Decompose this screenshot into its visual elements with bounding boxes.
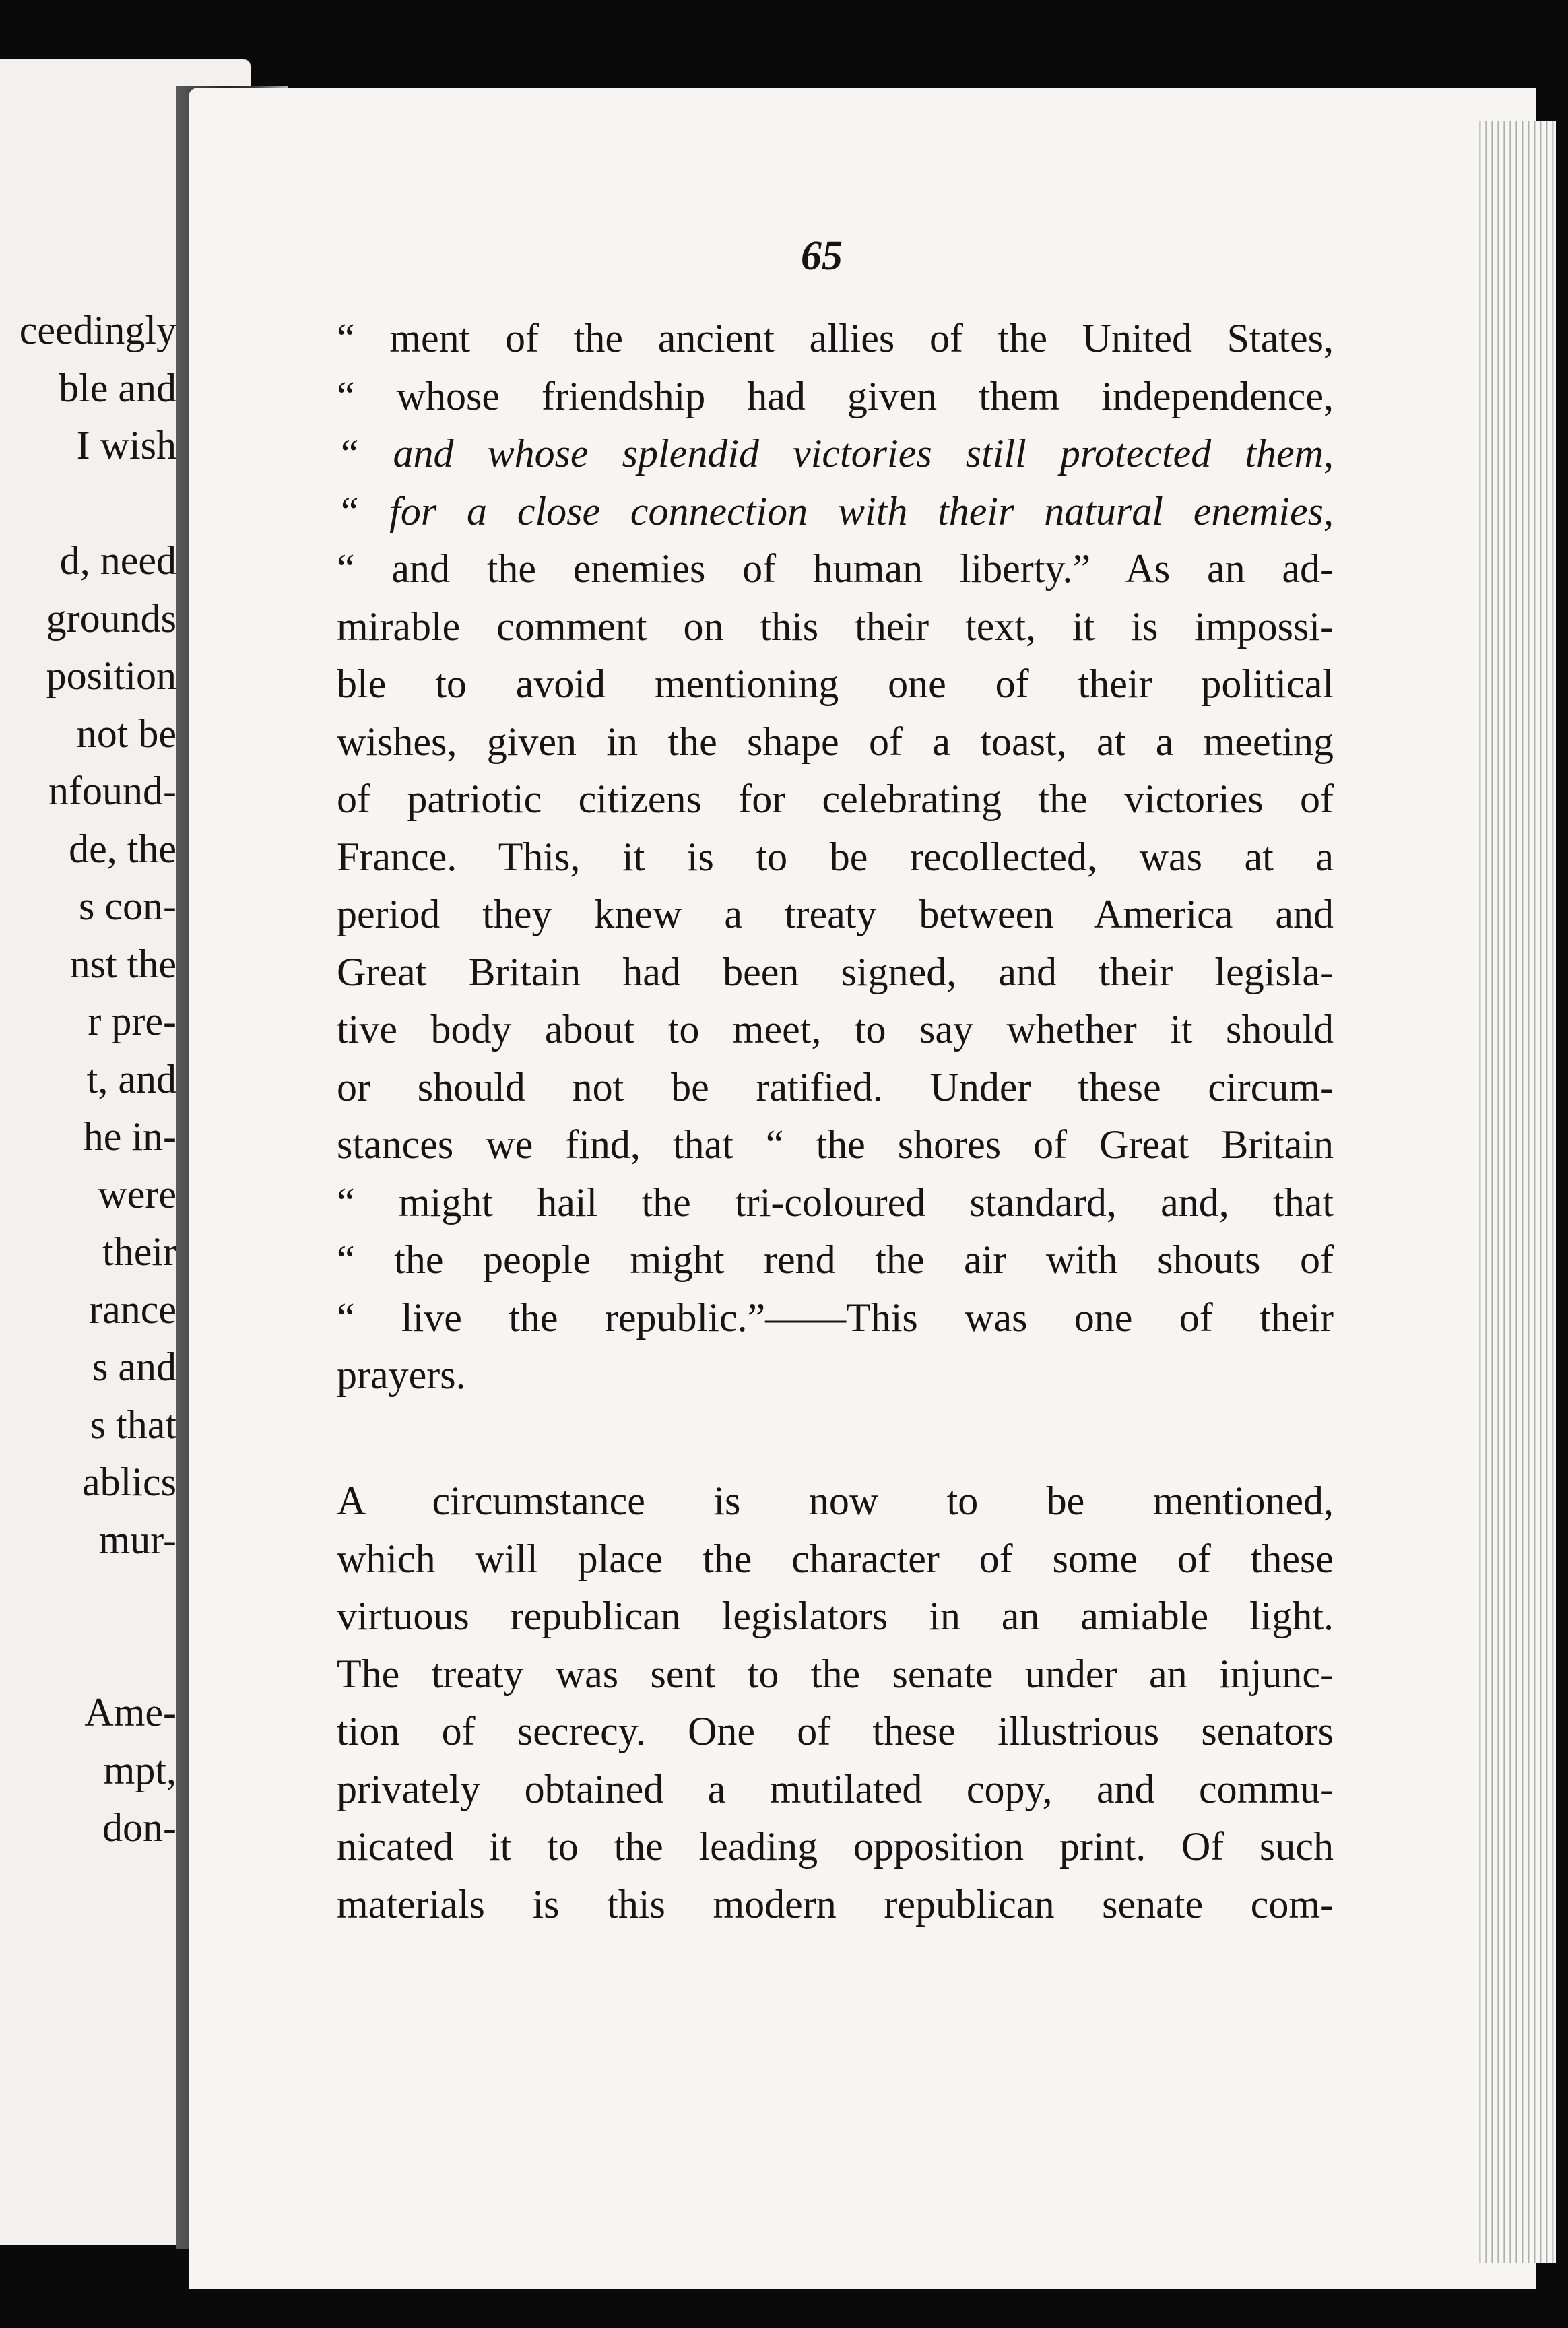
text-line: nicated it to the leading opposition print. Of such bbox=[337, 1824, 1334, 1869]
text-line: mirable comment on this their text, it is impossi- bbox=[337, 604, 1334, 649]
left-line: their bbox=[102, 1229, 176, 1274]
left-line: nfound- bbox=[48, 769, 176, 813]
text-line: “ the people might rend the air with shouts of bbox=[337, 1237, 1334, 1282]
text-line: “ and the enemies of human liberty.” As an ad- bbox=[337, 546, 1334, 591]
text-line: “ and whose splendid victories still protected them, bbox=[337, 431, 1334, 476]
left-line: I wish bbox=[76, 423, 176, 467]
text-line: materials is this modern republican senate com- bbox=[337, 1881, 1334, 1927]
left-line: ble and bbox=[59, 365, 176, 410]
left-line: mpt, bbox=[103, 1747, 176, 1792]
left-line: de, the bbox=[69, 826, 176, 871]
left-line: nst the bbox=[69, 941, 176, 986]
text-line: “ live the republic.”——This was one of their bbox=[337, 1295, 1334, 1340]
left-line: position bbox=[46, 653, 176, 698]
paragraph-1 bbox=[337, 310, 1334, 1404]
text-line: period they knew a treaty between America and bbox=[337, 892, 1334, 936]
text-line: “ for a close connection with their natural enemies, bbox=[337, 488, 1334, 534]
text-line: privately obtained a mutilated copy, and commu- bbox=[337, 1766, 1334, 1811]
text-line: tive body about to meet, to say whether it should bbox=[337, 1007, 1334, 1052]
left-line: ablics bbox=[82, 1460, 176, 1504]
text-line: France. This, it is to be recollected, was at a bbox=[337, 834, 1334, 879]
left-line: grounds bbox=[46, 595, 176, 641]
text-line: virtuous republican legislators in an amiable light. bbox=[337, 1594, 1334, 1638]
left-line: don- bbox=[102, 1805, 176, 1850]
left-line: t, and bbox=[86, 1056, 176, 1101]
left-line: rance bbox=[89, 1287, 176, 1332]
left-line: were bbox=[98, 1171, 176, 1217]
text-line: “ might hail the tri-coloured standard, and, that bbox=[337, 1179, 1334, 1225]
left-line: ceedingly bbox=[19, 308, 176, 352]
text-line: “ whose friendship had given them independence, bbox=[337, 373, 1334, 418]
paragraph-2 bbox=[337, 1473, 1334, 1933]
left-line: s that bbox=[90, 1402, 176, 1447]
text-line: or should not be ratified. Under these circum- bbox=[337, 1064, 1334, 1109]
text-line: A circumstance is now to be mentioned, bbox=[337, 1479, 1334, 1523]
left-line: he in- bbox=[83, 1114, 176, 1159]
text-line: stances we find, that “ the shores of Great Britain bbox=[337, 1122, 1334, 1167]
text-line: The treaty was sent to the senate under an injunc- bbox=[337, 1651, 1334, 1696]
text-line: which will place the character of some of these bbox=[337, 1536, 1334, 1581]
left-line bbox=[0, 475, 176, 533]
left-line: mur- bbox=[98, 1517, 176, 1562]
text-line: “ ment of the ancient allies of the United States, bbox=[337, 316, 1334, 360]
text-line: wishes, given in the shape of a toast, at a meeting bbox=[337, 719, 1334, 764]
page-edges bbox=[1475, 121, 1556, 2263]
text-line: ble to avoid mentioning one of their political bbox=[337, 661, 1334, 706]
left-page-text bbox=[0, 302, 176, 1857]
left-line: not be bbox=[76, 711, 176, 756]
left-line: s con- bbox=[79, 884, 176, 928]
text-line: tion of secrecy. One of these illustrious senators bbox=[337, 1709, 1334, 1753]
text-line: prayers. bbox=[337, 1353, 466, 1397]
left-line bbox=[0, 1627, 176, 1685]
page-number: 65 bbox=[801, 233, 843, 279]
left-line: Ame- bbox=[84, 1690, 176, 1735]
left-line bbox=[0, 1569, 176, 1627]
left-line: d, need bbox=[59, 538, 176, 583]
left-line: s and bbox=[92, 1345, 176, 1389]
text-line: of patriotic citizens for celebrating the victories of bbox=[337, 777, 1334, 821]
text-line: Great Britain had been signed, and their legisla- bbox=[337, 949, 1334, 994]
left-line: r pre- bbox=[88, 999, 176, 1043]
